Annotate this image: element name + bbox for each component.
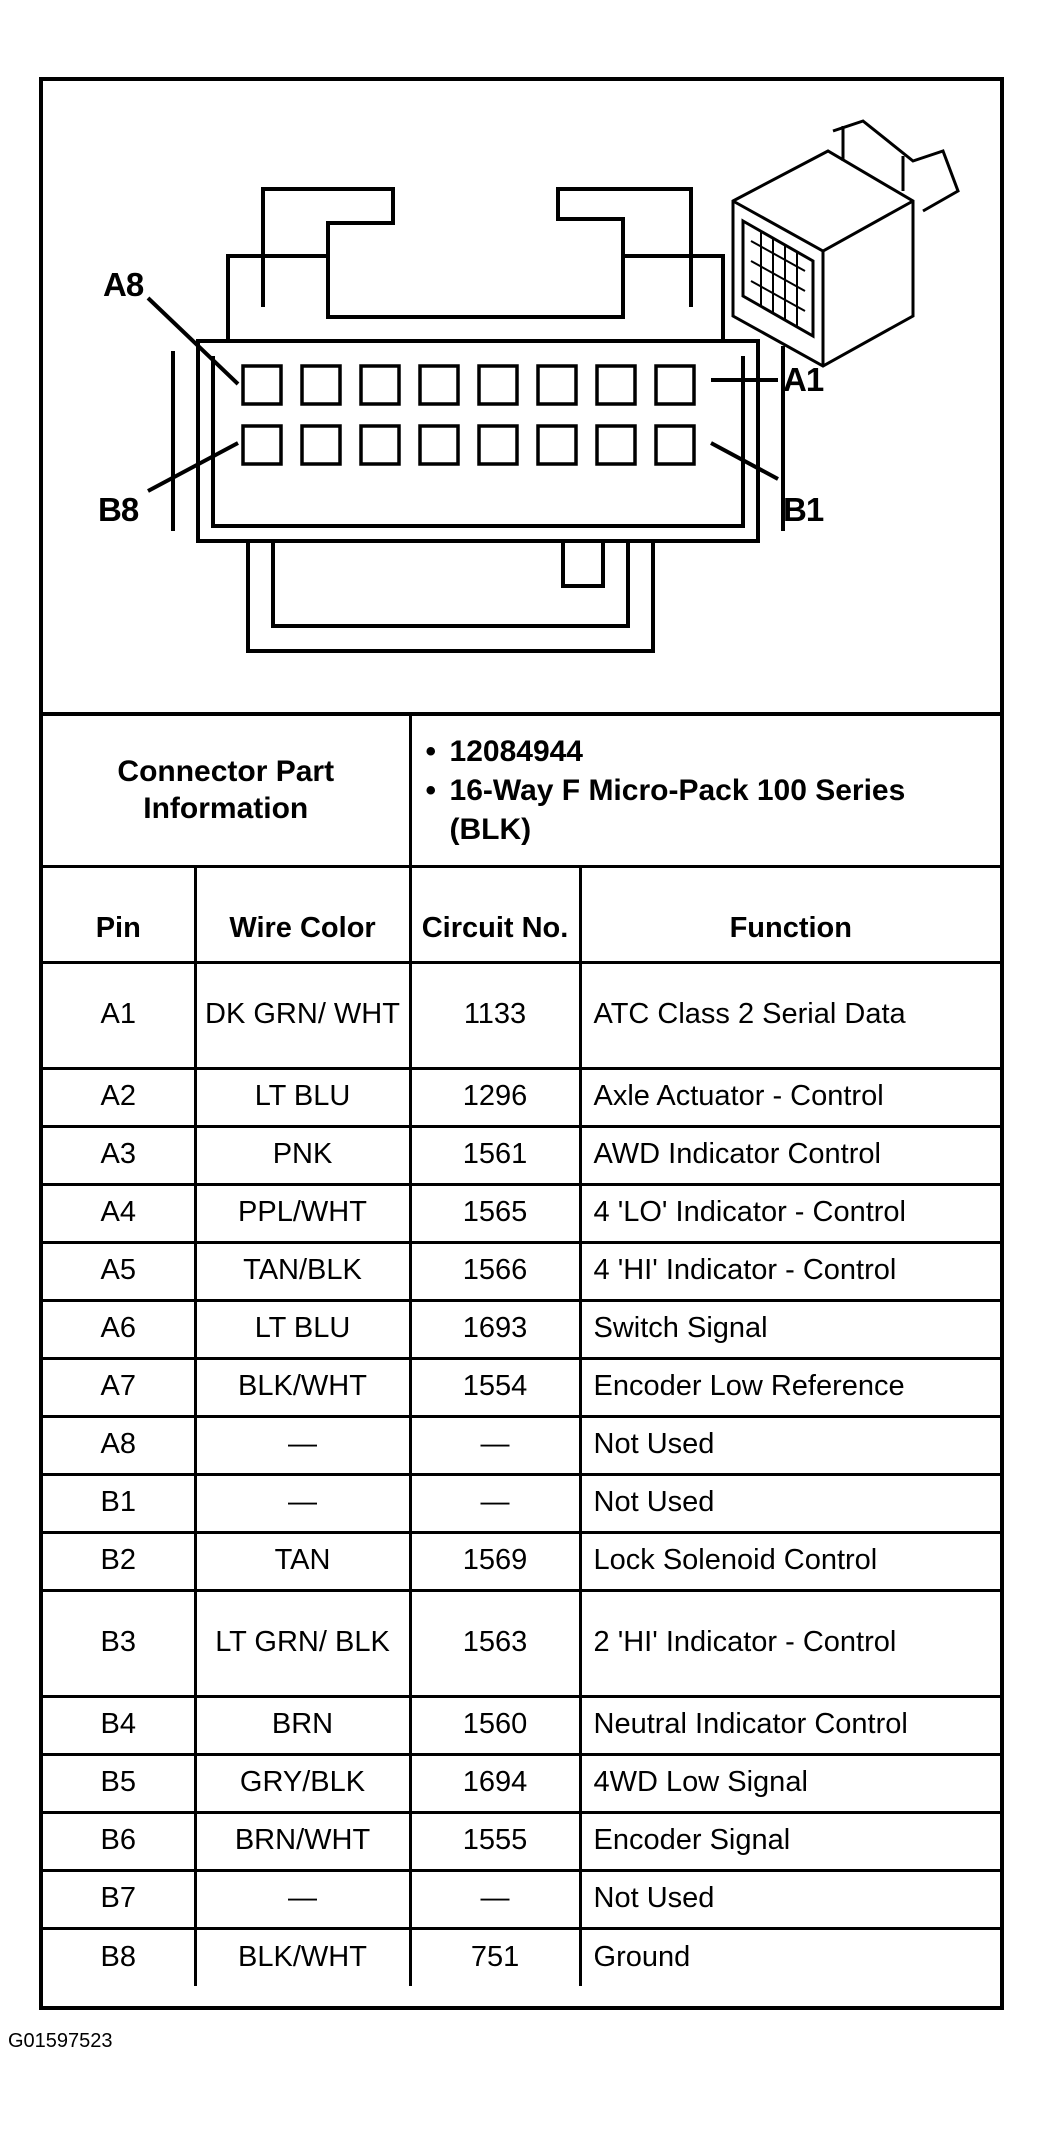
cell-wire-color: TAN/BLK [195, 1242, 410, 1300]
cell-wire-color: BRN [195, 1696, 410, 1754]
cell-pin: B4 [43, 1696, 195, 1754]
cell-function: Not Used [580, 1474, 1000, 1532]
cell-circuit: 1563 [410, 1590, 580, 1696]
cell-pin: A4 [43, 1184, 195, 1242]
connector-info-label: Connector Part Information [43, 716, 410, 866]
pin-cavity [420, 426, 458, 464]
cell-wire-color: DK GRN/ WHT [195, 962, 410, 1068]
header-pin: Pin [43, 866, 195, 962]
cell-function: 4 'LO' Indicator - Control [580, 1184, 1000, 1242]
label-b8: B8 [98, 491, 139, 528]
cell-pin: B6 [43, 1812, 195, 1870]
pin-cavity [420, 366, 458, 404]
cell-wire-color: BLK/WHT [195, 1928, 410, 1986]
cell-pin: B3 [43, 1590, 195, 1696]
pin-cavity [656, 426, 694, 464]
pin-cavity [479, 426, 517, 464]
pin-cavity [597, 426, 635, 464]
pin-cavity [479, 366, 517, 404]
cell-function: Ground [580, 1928, 1000, 1986]
cell-pin: A3 [43, 1126, 195, 1184]
cell-pin: B2 [43, 1532, 195, 1590]
cell-circuit: 1694 [410, 1754, 580, 1812]
cell-circuit: — [410, 1416, 580, 1474]
connector-info-row [43, 716, 1000, 866]
connector-info-values: • 12084944 • 16-Way F Micro-Pack 100 Series (BLK) [410, 716, 1000, 866]
cell-wire-color: — [195, 1870, 410, 1928]
cell-pin: A5 [43, 1242, 195, 1300]
cell-function: AWD Indicator Control [580, 1126, 1000, 1184]
pin-cavity [538, 366, 576, 404]
connector-frame [39, 77, 1004, 2010]
connector-3d-view [733, 121, 958, 366]
cell-pin: B7 [43, 1870, 195, 1928]
cell-function: ATC Class 2 Serial Data [580, 962, 1000, 1068]
cell-circuit: — [410, 1474, 580, 1532]
cell-circuit: 1566 [410, 1242, 580, 1300]
cell-circuit: 1569 [410, 1532, 580, 1590]
cell-circuit: 1296 [410, 1068, 580, 1126]
header-row [43, 866, 1000, 962]
table-row [43, 1812, 1000, 1870]
cell-circuit: 1693 [410, 1300, 580, 1358]
label-b1: B1 [783, 491, 824, 528]
part-number: 12084944 [449, 734, 583, 768]
header-circuit: Circuit No. [410, 866, 580, 962]
pin-cavity [243, 426, 281, 464]
cell-wire-color: LT BLU [195, 1300, 410, 1358]
cell-wire-color: GRY/BLK [195, 1754, 410, 1812]
cell-function: 2 'HI' Indicator - Control [580, 1590, 1000, 1696]
pinout-table [43, 716, 1000, 1986]
cell-function: Not Used [580, 1870, 1000, 1928]
cell-circuit: 1555 [410, 1812, 580, 1870]
cell-wire-color: — [195, 1416, 410, 1474]
table-row [43, 1754, 1000, 1812]
table-row [43, 1474, 1000, 1532]
cell-function: Switch Signal [580, 1300, 1000, 1358]
cell-wire-color: LT BLU [195, 1068, 410, 1126]
cell-wire-color: — [195, 1474, 410, 1532]
pin-cavity [243, 366, 281, 404]
cell-circuit: 1565 [410, 1184, 580, 1242]
connector-face-drawing [43, 81, 1000, 712]
header-function: Function [580, 866, 1000, 962]
cell-circuit: 1133 [410, 962, 580, 1068]
cell-pin: A1 [43, 962, 195, 1068]
cell-function: 4WD Low Signal [580, 1754, 1000, 1812]
pin-cavity [302, 366, 340, 404]
table-row [43, 1696, 1000, 1754]
cell-circuit: — [410, 1870, 580, 1928]
cell-pin: A8 [43, 1416, 195, 1474]
cell-wire-color: BLK/WHT [195, 1358, 410, 1416]
pin-cavity [361, 426, 399, 464]
cell-pin: A6 [43, 1300, 195, 1358]
pin-cavity [597, 366, 635, 404]
cell-circuit: 1554 [410, 1358, 580, 1416]
table-row [43, 1590, 1000, 1696]
table-row [43, 1532, 1000, 1590]
pin-cavity [302, 426, 340, 464]
cell-function: Lock Solenoid Control [580, 1532, 1000, 1590]
table-row [43, 1068, 1000, 1126]
connector-diagram [43, 81, 1000, 716]
pin-cavity [361, 366, 399, 404]
cell-pin: B5 [43, 1754, 195, 1812]
cell-pin: B8 [43, 1928, 195, 1986]
table-row [43, 1126, 1000, 1184]
cell-wire-color: BRN/WHT [195, 1812, 410, 1870]
pin-cavity [656, 366, 694, 404]
cell-function: 4 'HI' Indicator - Control [580, 1242, 1000, 1300]
label-a1: A1 [783, 361, 824, 398]
table-row [43, 962, 1000, 1068]
table-row [43, 1928, 1000, 1986]
header-wire-color: Wire Color [195, 866, 410, 962]
cell-wire-color: LT GRN/ BLK [195, 1590, 410, 1696]
pin-cavity [538, 426, 576, 464]
label-a8: A8 [103, 266, 144, 303]
cell-pin: A7 [43, 1358, 195, 1416]
cell-function: Not Used [580, 1416, 1000, 1474]
cell-function: Neutral Indicator Control [580, 1696, 1000, 1754]
table-row [43, 1300, 1000, 1358]
cell-circuit: 1560 [410, 1696, 580, 1754]
cell-function: Encoder Low Reference [580, 1358, 1000, 1416]
table-row [43, 1416, 1000, 1474]
table-row [43, 1184, 1000, 1242]
figure-code: G01597523 [8, 2030, 113, 2052]
table-row [43, 1242, 1000, 1300]
cell-wire-color: PPL/WHT [195, 1184, 410, 1242]
cell-function: Encoder Signal [580, 1812, 1000, 1870]
table-row [43, 1870, 1000, 1928]
connector-description: 16-Way F Micro-Pack 100 Series (BLK) [449, 773, 906, 846]
cell-circuit: 1561 [410, 1126, 580, 1184]
cell-circuit: 751 [410, 1928, 580, 1986]
cell-function: Axle Actuator - Control [580, 1068, 1000, 1126]
cell-pin: B1 [43, 1474, 195, 1532]
table-row [43, 1358, 1000, 1416]
cell-wire-color: PNK [195, 1126, 410, 1184]
cell-wire-color: TAN [195, 1532, 410, 1590]
cell-pin: A2 [43, 1068, 195, 1126]
